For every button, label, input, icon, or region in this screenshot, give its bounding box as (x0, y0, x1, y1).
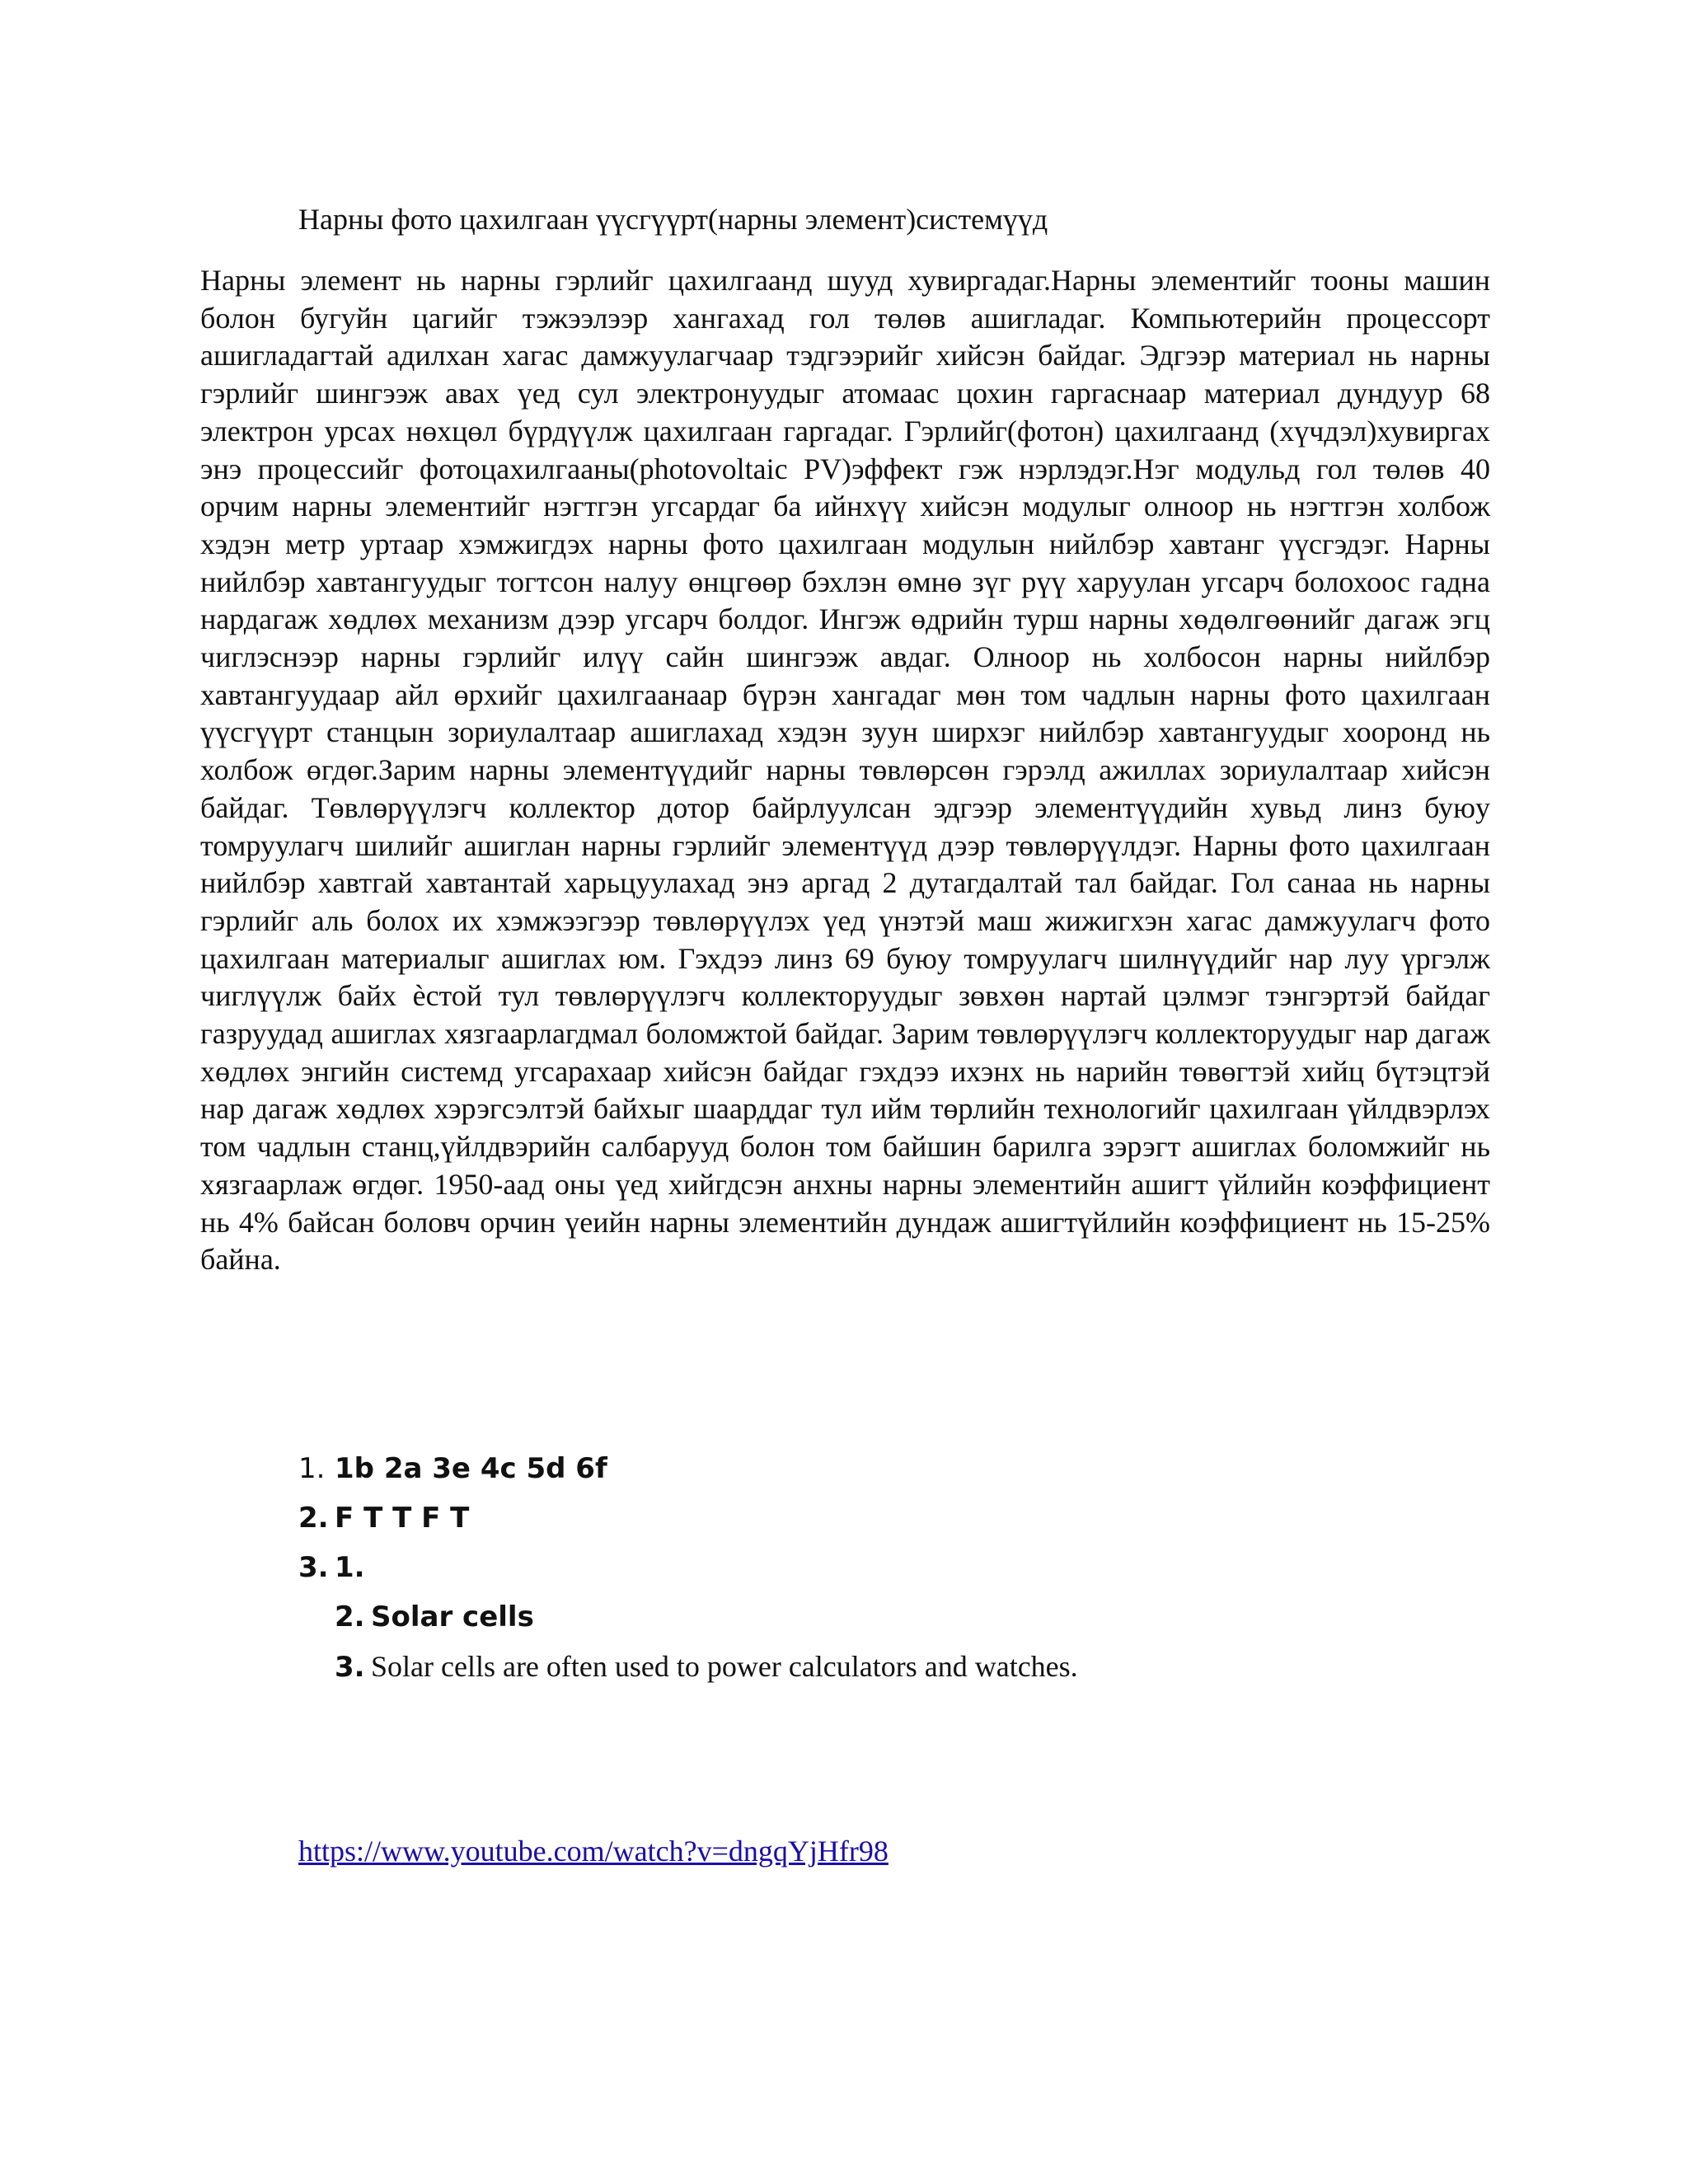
answer-item-2 (298, 1493, 1078, 1543)
document-title: Нарны фото цахилгаан үүсгүүрт(нарны элемент)системүүд (298, 203, 1048, 236)
answer-number: 3. (298, 1551, 329, 1584)
answer-item-1 (298, 1444, 1078, 1493)
body-paragraph: Нарны элемент нь нарны гэрлийг цахилгаанд шууд хувиргадаг.Нарны элементийг тооны машин болон бугуйн цагийг тэжээлээр хангахад гол төлөв ашигладаг. Компьютерийн процессорт ашигладагтай адилхан хагас дамжуулагчаар тэдгээрийг хийсэн байдаг. Эдгээр материал нь нарны гэрлийг шингээж авах үед сул электронуудыг атомаас цохин гаргаснаар материал дундуур 68 электрон урсах нөхцөл бүрдүүлж цахилгаан гаргадаг. Гэрлийг(фотон) цахилгаанд (хүчдэл)хувиргах энэ процессийг фотоцахилгааны(photovoltaic PV)эффект гэж нэрлэдэг.Нэг модульд гол төлөв 40 орчим нарны элементийг нэгтгэн угсардаг ба ийнхүү хийсэн модулыг олноор нь нэгтгэн холбож хэдэн метр уртаар хэмжигдэх нарны фото цахилгаан модулын нийлбэр хавтанг үүсгэдэг. Нарны нийлбэр хавтангуудыг тогтсон налуу өнцгөөр бэхлэн өмнө зүг рүү харуулан угсарч болохоос гадна нардагаж хөдлөх механизм дээр угсарч болдог. Ингэж өдрийн турш нарны хөдөлгөөнийг дагаж эгц чиглэснээр нарны гэрлийг илүү сайн шингээж авдаг. Олноор нь холбосон нарны нийлбэр хавтангуудаар айл өрхийг цахилгаанаар бүрэн хангадаг мөн том чадлын нарны фото цахилгаан үүсгүүрт станцын зориулалтаар ашиглахад хэдэн зуун ширхэг нийлбэр хавтангуудыг хооронд нь холбож өгдөг.Зарим нарны элементүүдийг нарны төвлөрсөн гэрэлд ажиллах зориулалтаар хийсэн байдаг. Төвлөрүүлэгч коллектор дотор байрлуулсан эдгээр элементүүдийн хувьд линз буюу томруулагч шилийг ашиглан нарны гэрлийг элементүүд дээр төвлөрүүлдэг. Нарны фото цахилгаан нийлбэр хавтгай хавтантай харьцуулахад энэ аргад 2 дутагдалтай тал байдаг. Гол санаа нь нарны гэрлийг аль болох их хэмжээгээр төвлөрүүлэх үед үнэтэй маш жижигхэн хагас дамжуулагч фото цахилгаан материалыг ашиглах юм. Гэхдээ линз 69 буюу томруулагч шилнүүдийг нар луу үргэлж чиглүүлж байх ѐстой тул төвлөрүүлэгч коллекторуудыг зөвхөн нартай цэлмэг тэнгэртэй байдаг газруудад ашиглах хязгаарлагдмал боломжтой байдаг. Зарим төвлөрүүлэгч коллекторуудыг нар дагаж хөдлөх энгийн системд угсарахаар хийсэн байдаг гэхдээ ихэнх нь нарийн төвөгтэй хийц бүтэцтэй нар дагаж хөдлөх хэрэгсэлтэй байхыг шаарддаг тул ийм төрлийн технологийг цахилгаан үйлдвэрлэх том чадлын станц,үйлдвэрийн салбарууд болон том байшин барилга зэрэгт ашиглах боломжийг нь хязгаарлаж өгдөг. 1950-аад оны үед хийгдсэн анхны нарны элементийн ашигт үйлийн коэффициент нь 4% байсан боловч орчин үеийн нарны элементийн дундаж ашигтүйлийн коэффициент нь 15-25% байна. (200, 264, 1490, 1277)
answer-text: F T T F T (335, 1502, 470, 1535)
answer-text: 1b 2a 3e 4c 5d 6f (335, 1452, 607, 1485)
answer-text: 1. (335, 1551, 365, 1584)
answer-text: Solar cells (371, 1601, 534, 1633)
answer-number: 2. (298, 1502, 329, 1535)
answer-number: 3. (335, 1651, 365, 1684)
answer-list (298, 1444, 1078, 1691)
answer-number: 2. (335, 1601, 365, 1633)
answer-text: Solar cells are often used to power calculators and watches. (371, 1650, 1078, 1683)
youtube-link[interactable]: https://www.youtube.com/watch?v=dngqYjHfr98 (298, 1835, 889, 1868)
answer-number: 1. (298, 1452, 326, 1485)
answer-subitem-3 (298, 1642, 1078, 1691)
answer-item-3 (298, 1543, 1078, 1592)
answer-subitem-2 (298, 1592, 1078, 1642)
